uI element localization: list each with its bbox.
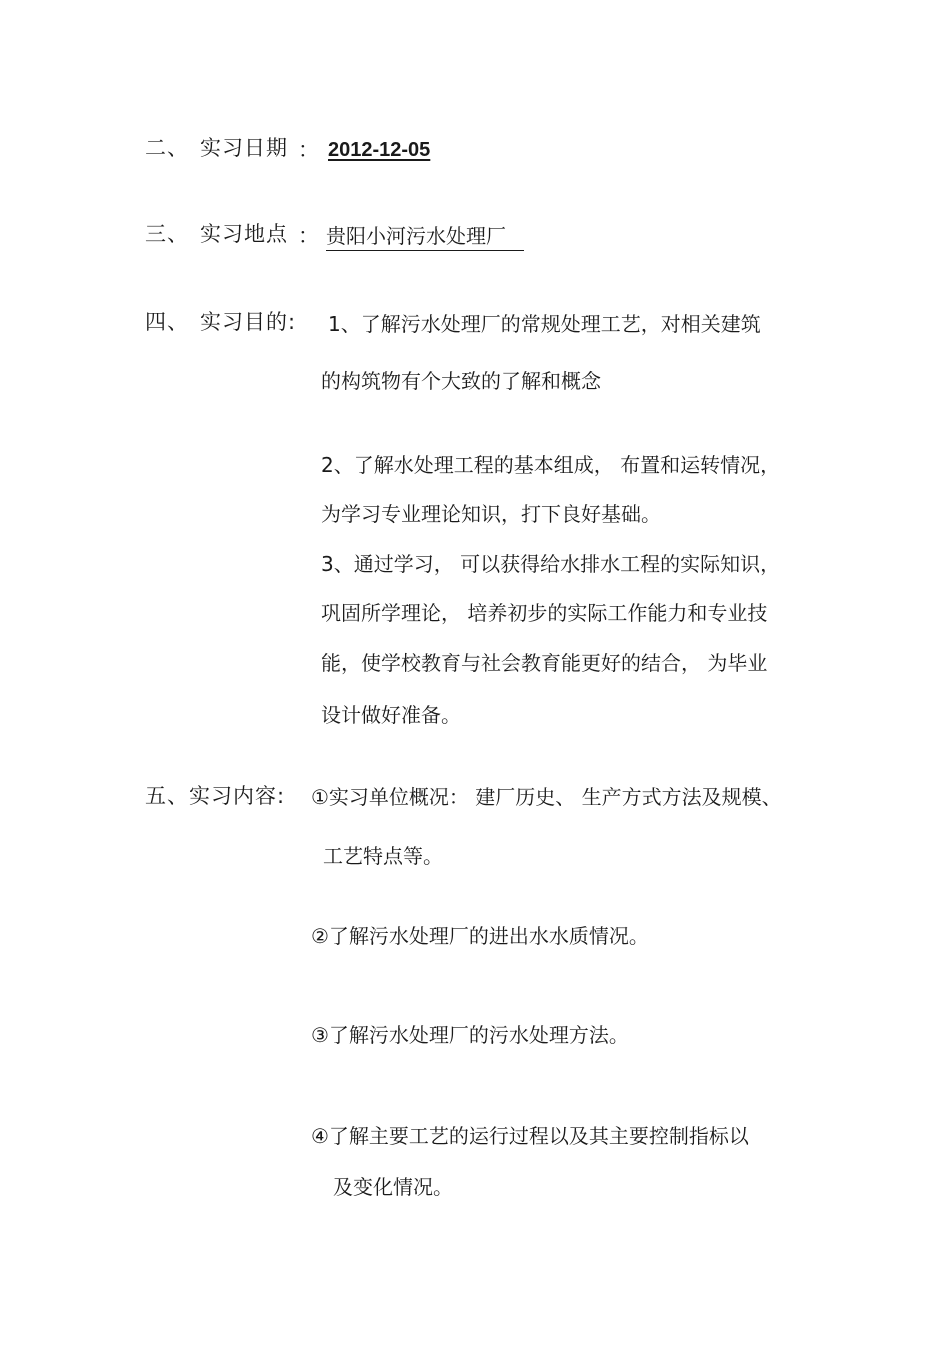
purpose-line-3: 2、了解水处理工程的基本组成， 布置和运转情况， bbox=[321, 453, 781, 477]
internship-location-value: 贵阳小河污水处理厂 bbox=[326, 224, 524, 251]
purpose-line-2: 的构筑物有个大致的了解和概念 bbox=[321, 369, 601, 393]
section3-colon: ： bbox=[298, 224, 320, 248]
purpose-line-5: 3、通过学习， 可以获得给水排水工程的实际知识， bbox=[321, 552, 781, 576]
section3-number: 三、 bbox=[145, 222, 189, 246]
section3-label: 实习地点 bbox=[200, 222, 288, 246]
content-line-2: 工艺特点等。 bbox=[323, 844, 443, 868]
content-line-1: ①实习单位概况： 建厂历史、 生产方式方法及规模、 bbox=[311, 785, 782, 809]
purpose-line-6: 巩固所学理论， 培养初步的实际工作能力和专业技 bbox=[321, 601, 768, 625]
content-line-3: ②了解污水处理厂的进出水水质情况。 bbox=[311, 924, 649, 948]
purpose-line-1: 1、了解污水处理厂的常规处理工艺，对相关建筑 bbox=[328, 312, 761, 336]
section2-number: 二、 bbox=[145, 136, 189, 160]
section5-label: 五、实习内容: bbox=[145, 784, 286, 808]
content-line-6: 及变化情况。 bbox=[333, 1175, 453, 1199]
section2-colon: ： bbox=[298, 138, 320, 162]
section2-label: 实习日期 bbox=[200, 136, 288, 160]
content-line-4: ③了解污水处理厂的污水处理方法。 bbox=[311, 1023, 629, 1047]
purpose-line-7: 能，使学校教育与社会教育能更好的结合， 为毕业 bbox=[321, 651, 768, 675]
section4-number: 四、 bbox=[145, 310, 189, 334]
purpose-line-4: 为学习专业理论知识，打下良好基础。 bbox=[321, 502, 661, 526]
purpose-line-8: 设计做好准备。 bbox=[321, 703, 461, 727]
internship-date-value: 2012-12-05 bbox=[328, 139, 431, 161]
content-line-5: ④了解主要工艺的运行过程以及其主要控制指标以 bbox=[311, 1124, 749, 1148]
section4-label: 实习目的: bbox=[200, 310, 297, 334]
